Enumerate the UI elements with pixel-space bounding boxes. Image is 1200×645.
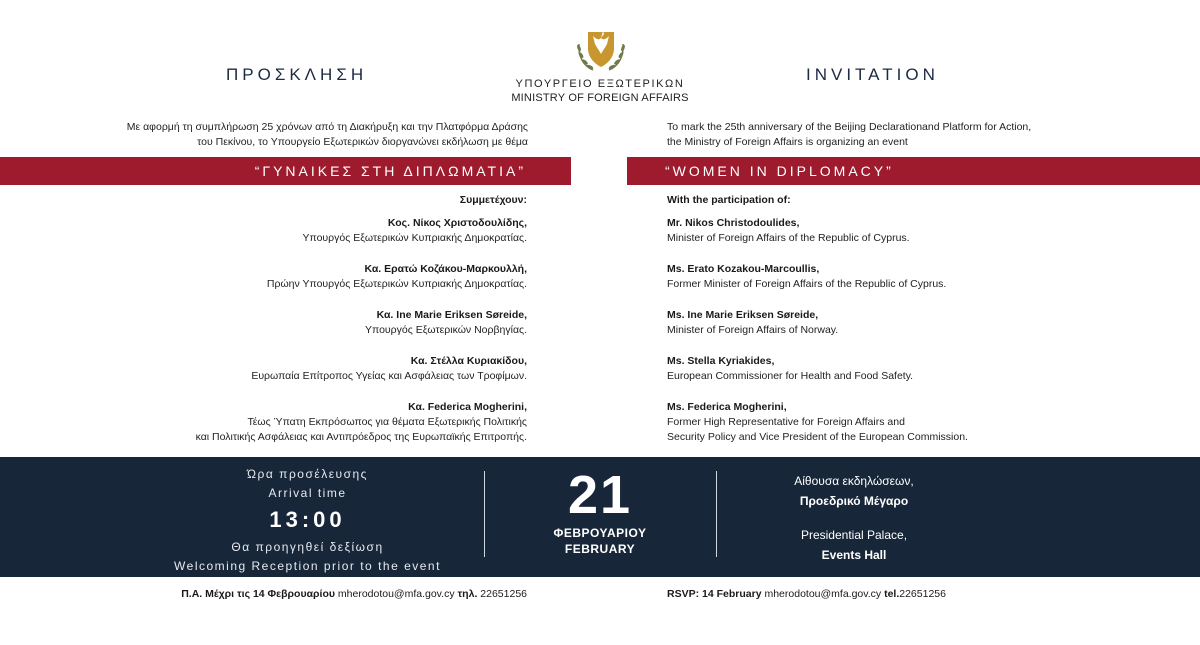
rsvp-tel-english[interactable]: 22651256: [899, 588, 946, 600]
event-title-banner-greek: “ΓΥΝΑΙΚΕΣ ΣΤΗ ΔΙΠΛΩΜΑΤΙΑ”: [0, 157, 571, 185]
reception-note-greek: Θα προηγηθεί δεξίωση: [231, 540, 384, 554]
participant-entry: [40, 354, 527, 384]
event-day: 21: [567, 465, 633, 525]
ministry-name-english: MINISTRY OF FOREIGN AFFAIRS: [511, 92, 689, 104]
participant-entry: [667, 308, 1167, 338]
participant-entry: [667, 262, 1167, 292]
participant-entry: [40, 400, 527, 445]
participants-greek: [40, 193, 527, 461]
participant-name: Ms. Ine Marie Eriksen Søreide,: [667, 309, 819, 321]
venue-hall-greek: Αίθουσα εκδηλώσεων,: [794, 474, 914, 488]
participant-name: Ms. Erato Kozakou-Marcoullis,: [667, 263, 820, 275]
participant-name: Ms. Stella Kyriakides,: [667, 355, 775, 367]
event-date: [520, 465, 680, 557]
rsvp-english: [667, 588, 1067, 600]
intro-greek-line-2: του Πεκίνου, το Υπουργείο Εξωτερικών διοργανώνει εκδήλωση με θέμα: [197, 136, 528, 148]
ministry-name-greek: ΥΠΟΥΡΓΕΙΟ ΕΞΩΤΕΡΙΚΩΝ: [515, 78, 685, 90]
intro-english: [667, 120, 1087, 150]
intro-greek-line-1: Με αφορμή τη συμπλήρωση 25 χρόνων από τη Διακήρυξη και την Πλατφόρμα Δράσης: [126, 121, 528, 133]
participant-role: Minister of Foreign Affairs of the Republic of Cyprus.: [667, 232, 910, 244]
rsvp-label-greek: Π.Α. Μέχρι τις 14 Φεβρουαρίου: [181, 588, 335, 600]
rsvp-email-greek[interactable]: mherodotou@mfa.gov.cy: [337, 588, 455, 600]
participant-role: Πρώην Υπουργός Εξωτερικών Κυπριακής Δημοκρατίας.: [266, 278, 527, 290]
rsvp-greek: [40, 588, 527, 600]
participant-name: Κα. Federica Mogherini,: [408, 401, 527, 413]
participant-role: Ευρωπαία Επίτροπος Υγείας και Ασφάλειας των Τροφίμων.: [251, 370, 527, 382]
participant-role: European Commissioner for Health and Food Safety.: [667, 370, 914, 382]
rsvp-tel-greek[interactable]: 22651256: [480, 588, 527, 600]
participant-name: Κος. Νίκος Χριστοδουλίδης,: [387, 217, 527, 229]
event-title-banner-english: “WOMEN IN DIPLOMACY”: [627, 157, 1200, 185]
venue-hall-english: Events Hall: [821, 548, 887, 562]
arrival-info: [160, 465, 455, 576]
reception-note-english: Welcoming Reception prior to the event: [174, 559, 441, 573]
invitation-title-greek: ΠΡΟΣΚΛΗΣΗ: [226, 65, 368, 84]
participation-label-greek: Συμμετέχουν:: [459, 194, 527, 206]
rsvp-email-english[interactable]: mherodotou@mfa.gov.cy: [764, 588, 882, 600]
intro-english-line-2: the Ministry of Foreign Affairs is organizing an event: [667, 136, 908, 148]
invitation-title-english: INVITATION: [806, 65, 939, 84]
venue-place-greek: Προεδρικό Μέγαρο: [799, 494, 909, 508]
participation-label-english: With the participation of:: [667, 194, 791, 206]
venue-place-english: Presidential Palace,: [800, 528, 908, 542]
participant-name: Κα. Στέλλα Κυριακίδου,: [410, 355, 527, 367]
participant-entry: [667, 354, 1167, 384]
participant-role: Security Policy and Vice President of the European Commission.: [667, 431, 968, 443]
divider: [484, 471, 485, 557]
participant-entry: [667, 400, 1167, 445]
participant-role: Former Minister of Foreign Affairs of the Republic of Cyprus.: [667, 278, 947, 290]
arrival-label-greek: Ώρα προσέλευσης: [247, 467, 368, 481]
event-month-greek: ΦΕΒΡΟΥΑΡΙΟΥ: [553, 526, 647, 540]
participant-name: Ms. Federica Mogherini,: [667, 401, 787, 413]
participant-name: Κα. Ερατώ Κοζάκου-Μαρκουλλή,: [364, 263, 527, 275]
divider: [716, 471, 717, 557]
participant-role: και Πολιτικής Ασφάλειας και Αντιπρόεδρος της Ευρωπαϊκής Επιτροπής.: [195, 431, 527, 443]
rsvp-tel-label-english: tel.: [884, 588, 900, 600]
cyprus-emblem-icon: [573, 22, 629, 76]
intro-greek: [40, 120, 528, 150]
participant-role: Υπουργός Εξωτερικών Νορβηγίας.: [364, 324, 527, 336]
venue-info: [754, 471, 954, 565]
participant-name: Mr. Nikos Christodoulides,: [667, 217, 800, 229]
participant-role: Former High Representative for Foreign Affairs and: [667, 416, 905, 428]
participant-role: Τέως Ύπατη Εκπρόσωπος για θέματα Εξωτερικής Πολιτικής: [247, 416, 527, 428]
rsvp-label-english: RSVP: 14 February: [667, 588, 762, 600]
participant-role: Υπουργός Εξωτερικών Κυπριακής Δημοκρατίας.: [302, 232, 527, 244]
participant-name: Κα. Ine Marie Eriksen Søreide,: [376, 309, 527, 321]
participant-entry: [40, 216, 527, 246]
participants-english: [667, 193, 1167, 461]
participant-role: Minister of Foreign Affairs of Norway.: [667, 324, 839, 336]
arrival-time: 13:00: [269, 507, 346, 532]
rsvp-tel-label-greek: τηλ.: [457, 588, 478, 600]
arrival-label-english: Arrival time: [268, 486, 347, 500]
participant-entry: [40, 308, 527, 338]
participant-entry: [40, 262, 527, 292]
participant-entry: [667, 216, 1167, 246]
event-month-english: FEBRUARY: [564, 542, 636, 556]
intro-english-line-1: To mark the 25th anniversary of the Beijing Declarationand Platform for Action,: [667, 121, 1032, 133]
event-details-band: [0, 457, 1200, 577]
